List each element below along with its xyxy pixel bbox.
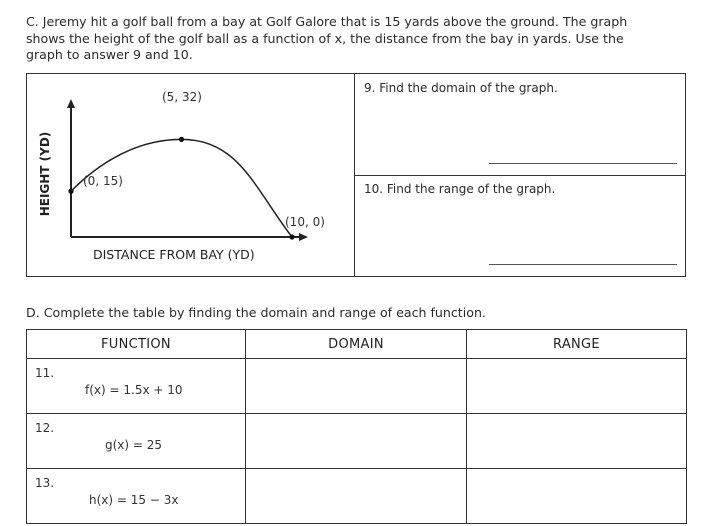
point-start [68, 189, 73, 194]
trajectory-curve [71, 139, 292, 237]
domain-answer-cell[interactable] [246, 414, 467, 469]
function-cell [27, 359, 246, 414]
header-domain: DOMAIN [246, 330, 467, 359]
point-label-landing: (10, 0) [285, 215, 325, 229]
range-answer-cell[interactable] [467, 469, 687, 524]
box-divider-horizontal [354, 175, 685, 176]
x-axis-label: DISTANCE FROM BAY (YD) [93, 247, 255, 262]
domain-answer-cell[interactable] [246, 359, 467, 414]
answer-line-10[interactable] [489, 264, 677, 265]
function-cell [27, 469, 246, 524]
instruction-line: graph to answer 9 and 10. [26, 47, 193, 62]
table-row [27, 414, 687, 469]
row-number: 13. [35, 476, 55, 490]
graph-questions-box [26, 73, 686, 277]
section-d-instruction: D. Complete the table by finding the domain and range of each function. [26, 305, 486, 320]
function-cell [27, 414, 246, 469]
instruction-line: shows the height of the golf ball as a function of x, the distance from the bay in yards. Use the [26, 30, 624, 46]
function-expression: h(x) = 15 − 3x [89, 493, 179, 507]
header-function: FUNCTION [27, 330, 246, 359]
row-number: 11. [35, 366, 55, 380]
header-range: RANGE [467, 330, 687, 359]
point-label-start: (0, 15) [83, 174, 123, 188]
table-row [27, 469, 687, 524]
question-9: 9. Find the domain of the graph. [364, 81, 558, 95]
table-row [27, 359, 687, 414]
point-landing [289, 234, 294, 239]
function-table [26, 329, 687, 524]
range-answer-cell[interactable] [467, 359, 687, 414]
x-axis-arrow [299, 233, 308, 241]
table-header-row [27, 330, 687, 359]
y-axis-label: HEIGHT (YD) [38, 131, 52, 217]
question-10: 10. Find the range of the graph. [364, 182, 556, 196]
row-number: 12. [35, 421, 55, 435]
function-expression: g(x) = 25 [105, 438, 163, 452]
section-c-instructions [26, 14, 706, 64]
domain-answer-cell[interactable] [246, 469, 467, 524]
point-label-peak: (5, 32) [162, 90, 202, 104]
golf-ball-graph [27, 74, 354, 278]
point-peak [179, 137, 184, 142]
instruction-line: C. Jeremy hit a golf ball from a bay at Golf Galore that is 15 yards above the ground. The graph [26, 14, 628, 29]
y-axis-arrow [67, 99, 75, 108]
range-answer-cell[interactable] [467, 414, 687, 469]
answer-line-9[interactable] [489, 163, 677, 164]
function-expression: f(x) = 1.5x + 10 [85, 383, 183, 397]
